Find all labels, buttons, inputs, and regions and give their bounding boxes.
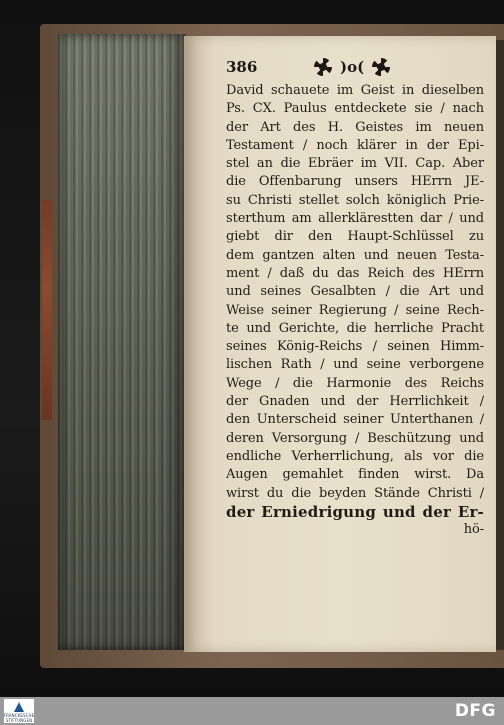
text-line: ment / daß du das Reich des HErrn [226, 265, 484, 281]
text-line: David schauete im Geist in dieselben [226, 83, 484, 98]
text-line: die Offenbarung unsers HErrn JE- [226, 174, 484, 190]
text-line: Wege / die Harmonie des Reichs [226, 375, 484, 391]
logo-caption: FRANCKESCHE STIFTUNGEN [3, 713, 35, 723]
page-edges [58, 34, 186, 650]
text-line: der Erniedrigung und der Er- [226, 502, 484, 521]
header-ornament [314, 56, 404, 78]
cover-edge-stain [42, 200, 52, 420]
text-line: stel an die Ebräer im VII. Cap. Aber [226, 156, 484, 172]
text-line: der Art des H. Geistes im neuen [226, 119, 484, 135]
franckesche-stiftungen-logo[interactable] [4, 699, 34, 723]
text-line: der Gnaden und der Herrlichkeit / [226, 394, 484, 410]
text-line: te und Gerichte, die herrliche Pracht [226, 320, 484, 336]
text-line: deren Versorgung / Beschützung und [226, 430, 484, 446]
text-line: Ps. CX. Paulus entdeckete sie / nach [226, 101, 484, 117]
text-line: den Unterscheid seiner Unterthanen / [226, 412, 484, 428]
text-line: giebt dir den Haupt-Schlüssel zu [226, 229, 484, 245]
text-line: dem gantzen alten und neuen Testa- [226, 247, 484, 263]
page-gutter-right [496, 40, 504, 650]
rose-ornament-icon [314, 58, 332, 76]
text-line: Weise seiner Regierung / seine Rech- [226, 302, 484, 318]
rose-ornament-icon [372, 58, 390, 76]
page-header [226, 56, 486, 80]
page-number: 386 [226, 58, 258, 76]
text-line: wirst du die beyden Stände Christi / [226, 485, 484, 501]
text-line: seines König-Reichs / seinen Himm- [226, 339, 484, 355]
text-line: endliche Verherrlichung, als vor die [226, 448, 484, 464]
footer-bar [0, 697, 504, 725]
dfg-logo[interactable]: DFG [454, 701, 496, 721]
text-line: Augen gemahlet finden wirst. Da [226, 467, 484, 483]
text-line: und seines Gesalbten / die Art und [226, 284, 484, 300]
text-line: lischen Rath / und seine verborgene [226, 357, 484, 373]
text-line: sterthum am allerklärestten dar / und [226, 211, 484, 227]
text-line: Testament / noch klärer in der Epi- [226, 137, 484, 153]
logo-mark-icon [14, 702, 24, 712]
text-line: su Christi stellet solch königlich Prie- [226, 192, 484, 208]
page-text [226, 82, 484, 539]
ornament-center: )o( [340, 58, 365, 76]
catchword: hö- [463, 522, 484, 538]
